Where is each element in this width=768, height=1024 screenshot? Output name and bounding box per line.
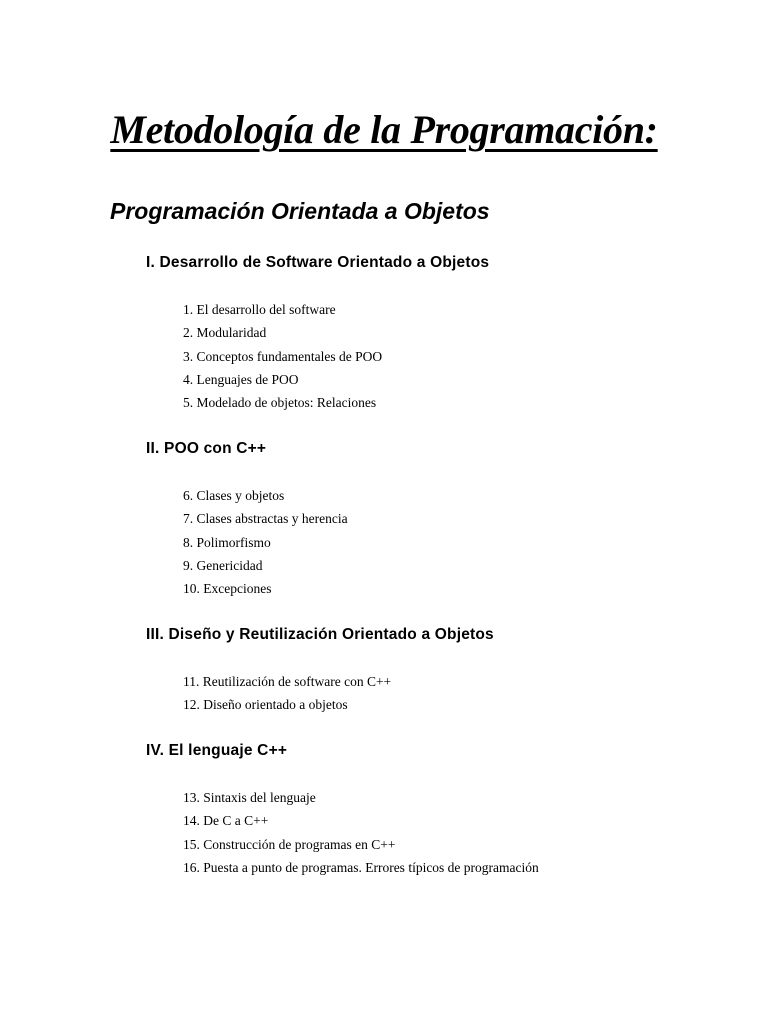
list-item: 11. Reutilización de software con C++	[183, 674, 392, 689]
list-item: 3. Conceptos fundamentales de POO	[183, 348, 383, 364]
section-heading-1: I. Desarrollo de Software Orientado a Objetos	[146, 254, 490, 271]
document-title	[0, 102, 768, 158]
document-title-text: Metodología de la Programación:	[110, 107, 658, 152]
list-item: 14. De C a C++	[183, 813, 269, 829]
section-heading-3: III. Diseño y Reutilización Orientado a Objetos	[146, 626, 494, 643]
section-heading-4: IV. El lenguaje C++	[146, 742, 288, 759]
list-item: 12. Diseño orientado a objetos	[183, 697, 348, 713]
section-list-3	[183, 670, 391, 717]
document-subtitle: Programación Orientada a Objetos	[110, 198, 490, 224]
section-list-1	[183, 298, 382, 414]
list-item: 13. Sintaxis del lenguaje	[183, 790, 316, 805]
list-item: 10. Excepciones	[183, 581, 272, 597]
section-list-4	[183, 786, 539, 879]
list-item: 1. El desarrollo del software	[183, 302, 336, 317]
list-item: 2. Modularidad	[183, 325, 267, 341]
list-item: 7. Clases abstractas y herencia	[183, 511, 348, 527]
list-item: 8. Polimorfismo	[183, 534, 271, 550]
section-heading-2: II. POO con C++	[146, 440, 267, 457]
list-item: 4. Lenguajes de POO	[183, 371, 299, 387]
list-item: 15. Construcción de programas en C++	[183, 836, 396, 852]
list-item: 5. Modelado de objetos: Relaciones	[183, 395, 377, 411]
list-item: 16. Puesta a punto de programas. Errores típicos de programación	[183, 859, 539, 875]
list-item: 9. Genericidad	[183, 557, 263, 573]
list-item: 6. Clases y objetos	[183, 488, 285, 503]
section-list-2	[183, 484, 348, 600]
